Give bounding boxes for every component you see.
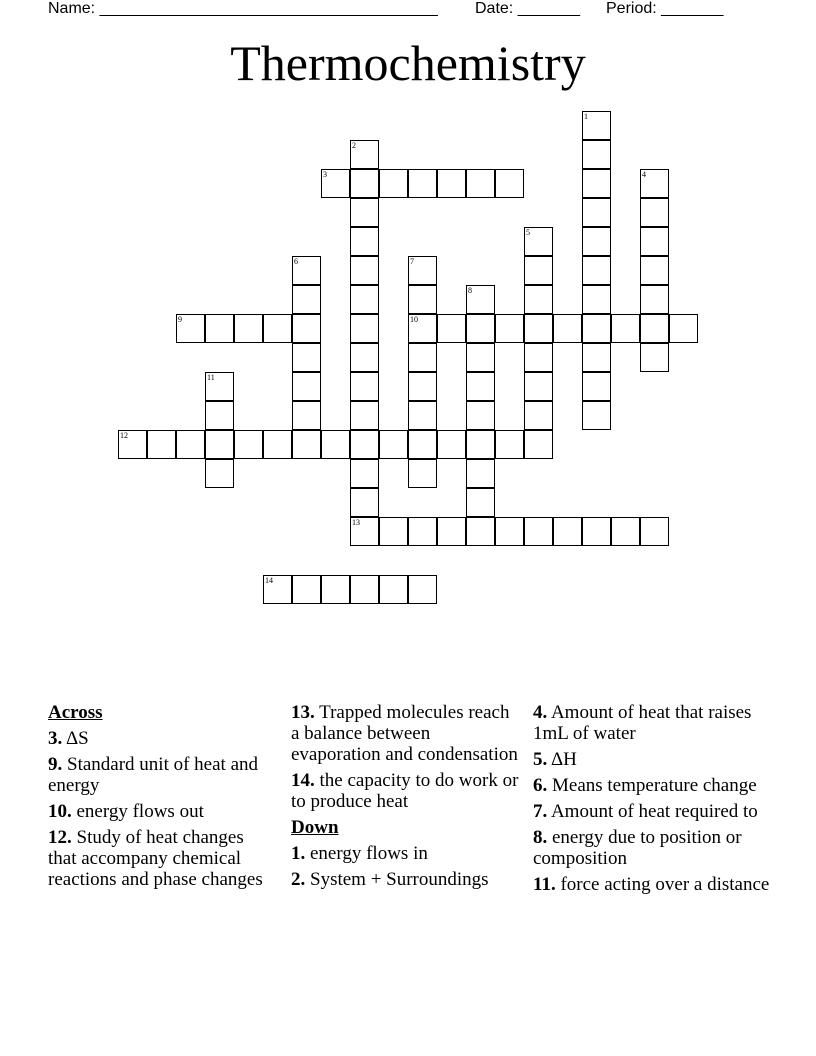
clue-number-label: 14 xyxy=(265,576,273,585)
clue-text: Amount of heat that raises 1mL of water xyxy=(533,702,752,744)
clue-number: 5. xyxy=(533,749,548,770)
clue-text: Trapped molecules reach a balance between evaporation and condensation xyxy=(291,702,518,765)
name-field: Name: ______________________________________ xyxy=(48,0,438,17)
grid-cell[interactable] xyxy=(292,575,321,604)
grid-cell[interactable] xyxy=(582,285,611,314)
grid-cell[interactable] xyxy=(292,285,321,314)
grid-cell[interactable] xyxy=(640,285,669,314)
clue-across-14 xyxy=(291,770,521,812)
grid-cell[interactable] xyxy=(321,430,350,459)
grid-cell[interactable] xyxy=(524,401,553,430)
clue-number-label: 6 xyxy=(294,257,298,266)
clue-number-label: 2 xyxy=(352,141,356,150)
grid-cell[interactable] xyxy=(379,575,408,604)
clue-number-label: 13 xyxy=(352,518,360,527)
grid-cell[interactable] xyxy=(582,169,611,198)
grid-cell[interactable] xyxy=(408,517,437,546)
clue-text: energy due to position or composition xyxy=(533,827,742,869)
grid-cell[interactable] xyxy=(350,430,379,459)
clue-number: 3. xyxy=(48,728,63,749)
grid-cell[interactable] xyxy=(495,314,524,343)
page-title: Thermochemistry xyxy=(230,35,586,91)
clue-across-3 xyxy=(48,728,268,749)
clue-number-label: 12 xyxy=(120,431,128,440)
clue-down-4 xyxy=(533,702,773,744)
grid-cell[interactable] xyxy=(582,372,611,401)
grid-cell[interactable] xyxy=(524,372,553,401)
clue-across-13 xyxy=(291,702,521,765)
grid-cell[interactable] xyxy=(582,314,611,343)
grid-cell[interactable] xyxy=(495,169,524,198)
clue-number: 11. xyxy=(533,874,556,895)
grid-cell[interactable] xyxy=(205,430,234,459)
date-field: Date: _______ xyxy=(475,0,580,17)
clue-number: 12. xyxy=(48,827,72,848)
grid-cell[interactable] xyxy=(176,430,205,459)
clue-text: Standard unit of heat and energy xyxy=(48,754,259,796)
clue-number-label: 10 xyxy=(410,315,418,324)
period-field: Period: _______ xyxy=(606,0,724,17)
clue-number-label: 8 xyxy=(468,286,472,295)
grid-cell[interactable] xyxy=(408,285,437,314)
grid-cell[interactable] xyxy=(611,517,640,546)
grid-cell[interactable] xyxy=(640,227,669,256)
grid-cell[interactable] xyxy=(640,256,669,285)
clue-number-label: 7 xyxy=(410,257,414,266)
clue-number-label: 4 xyxy=(642,170,646,179)
clue-down-6 xyxy=(533,775,773,796)
clue-text: ΔH xyxy=(550,749,577,770)
grid-cell[interactable] xyxy=(408,372,437,401)
grid-cell[interactable] xyxy=(350,343,379,372)
grid-cell[interactable] xyxy=(495,430,524,459)
grid-cell[interactable] xyxy=(350,401,379,430)
grid-cell[interactable] xyxy=(379,430,408,459)
clue-number: 6. xyxy=(533,775,548,796)
clues-column-1 xyxy=(48,702,268,895)
grid-cell[interactable] xyxy=(553,314,582,343)
grid-cell[interactable] xyxy=(321,575,350,604)
grid-cell[interactable] xyxy=(524,314,553,343)
grid-cell[interactable] xyxy=(495,517,524,546)
clue-across-10 xyxy=(48,801,268,822)
clue-number: 10. xyxy=(48,801,72,822)
grid-cell[interactable] xyxy=(263,314,292,343)
clues-column-2 xyxy=(291,702,521,895)
clue-down-8 xyxy=(533,827,773,869)
grid-cell[interactable] xyxy=(350,198,379,227)
clue-text: Amount of heat required to xyxy=(550,801,758,822)
clue-down-2 xyxy=(291,869,521,890)
grid-cell[interactable] xyxy=(350,227,379,256)
grid-cell[interactable] xyxy=(437,430,466,459)
clue-number-label: 5 xyxy=(526,228,530,237)
grid-cell[interactable] xyxy=(292,372,321,401)
grid-cell[interactable] xyxy=(350,169,379,198)
grid-cell[interactable] xyxy=(466,401,495,430)
grid-cell[interactable] xyxy=(292,314,321,343)
clue-across-12 xyxy=(48,827,268,890)
grid-cell[interactable] xyxy=(524,343,553,372)
grid-cell[interactable] xyxy=(466,488,495,517)
grid-cell[interactable] xyxy=(350,256,379,285)
grid-cell[interactable] xyxy=(205,459,234,488)
clue-text: Means temperature change xyxy=(552,775,757,796)
clue-text: Study of heat changes that accompany chemical reactions and phase changes xyxy=(48,827,263,890)
grid-cell[interactable] xyxy=(292,401,321,430)
clue-number: 4. xyxy=(533,702,548,723)
clue-text: ΔS xyxy=(65,728,89,749)
clues-column-3 xyxy=(533,702,773,900)
grid-cell[interactable] xyxy=(640,314,669,343)
clue-number: 1. xyxy=(291,843,306,864)
clue-text: energy flows out xyxy=(76,801,204,822)
grid-cell[interactable] xyxy=(640,343,669,372)
clue-text: force acting over a distance xyxy=(560,874,770,895)
clue-number: 8. xyxy=(533,827,548,848)
grid-cell[interactable] xyxy=(582,227,611,256)
clue-down-7 xyxy=(533,801,773,822)
grid-cell[interactable] xyxy=(263,430,292,459)
clue-text: the capacity to do work or to produce heat xyxy=(291,770,519,812)
grid-cell[interactable] xyxy=(350,488,379,517)
grid-cell[interactable] xyxy=(524,430,553,459)
grid-cell[interactable] xyxy=(350,285,379,314)
clue-down-1 xyxy=(291,843,521,864)
grid-cell[interactable] xyxy=(582,343,611,372)
grid-cell[interactable] xyxy=(379,169,408,198)
grid-cell[interactable] xyxy=(582,198,611,227)
grid-cell[interactable] xyxy=(582,140,611,169)
grid-cell[interactable] xyxy=(582,256,611,285)
clue-number: 2. xyxy=(291,869,306,890)
grid-cell[interactable] xyxy=(466,459,495,488)
grid-cell[interactable] xyxy=(408,575,437,604)
grid-cell[interactable] xyxy=(292,343,321,372)
grid-cell[interactable] xyxy=(524,256,553,285)
clue-down-5 xyxy=(533,749,773,770)
grid-cell[interactable] xyxy=(611,314,640,343)
grid-cell[interactable] xyxy=(669,314,698,343)
grid-cell[interactable] xyxy=(147,430,176,459)
grid-cell[interactable] xyxy=(437,314,466,343)
grid-cell[interactable] xyxy=(350,575,379,604)
clue-number-label: 3 xyxy=(323,170,327,179)
grid-cell[interactable] xyxy=(408,430,437,459)
grid-cell[interactable] xyxy=(205,314,234,343)
grid-cell[interactable] xyxy=(524,517,553,546)
clue-number: 9. xyxy=(48,754,63,775)
grid-cell[interactable] xyxy=(437,169,466,198)
grid-cell[interactable] xyxy=(437,517,466,546)
grid-cell[interactable] xyxy=(524,285,553,314)
grid-cell[interactable] xyxy=(466,343,495,372)
across-heading: Across xyxy=(48,702,103,723)
grid-cell[interactable] xyxy=(553,517,582,546)
grid-cell[interactable] xyxy=(408,169,437,198)
grid-cell[interactable] xyxy=(582,401,611,430)
grid-cell[interactable] xyxy=(408,401,437,430)
clue-across-9 xyxy=(48,754,268,796)
grid-cell[interactable] xyxy=(640,198,669,227)
grid-cell[interactable] xyxy=(466,169,495,198)
grid-cell[interactable] xyxy=(640,517,669,546)
clue-number: 13. xyxy=(291,702,315,723)
clue-number-label: 11 xyxy=(207,373,215,382)
grid-cell[interactable] xyxy=(234,314,263,343)
grid-cell[interactable] xyxy=(408,459,437,488)
down-heading: Down xyxy=(291,817,339,838)
grid-cell[interactable] xyxy=(350,459,379,488)
grid-cell[interactable] xyxy=(466,372,495,401)
grid-cell[interactable] xyxy=(466,430,495,459)
clue-number: 14. xyxy=(291,770,315,791)
grid-cell[interactable] xyxy=(466,517,495,546)
clue-number-label: 9 xyxy=(178,315,182,324)
grid-cell[interactable] xyxy=(408,343,437,372)
grid-cell[interactable] xyxy=(466,314,495,343)
grid-cell[interactable] xyxy=(350,314,379,343)
grid-cell[interactable] xyxy=(234,430,263,459)
clue-number: 7. xyxy=(533,801,548,822)
grid-cell[interactable] xyxy=(205,401,234,430)
grid-cell[interactable] xyxy=(582,517,611,546)
grid-cell[interactable] xyxy=(292,430,321,459)
grid-cell[interactable] xyxy=(350,372,379,401)
grid-cell[interactable] xyxy=(379,517,408,546)
clue-text: energy flows in xyxy=(310,843,428,864)
clue-text: System + Surroundings xyxy=(310,869,489,890)
clue-number-label: 1 xyxy=(584,112,588,121)
clue-down-11 xyxy=(533,874,773,895)
